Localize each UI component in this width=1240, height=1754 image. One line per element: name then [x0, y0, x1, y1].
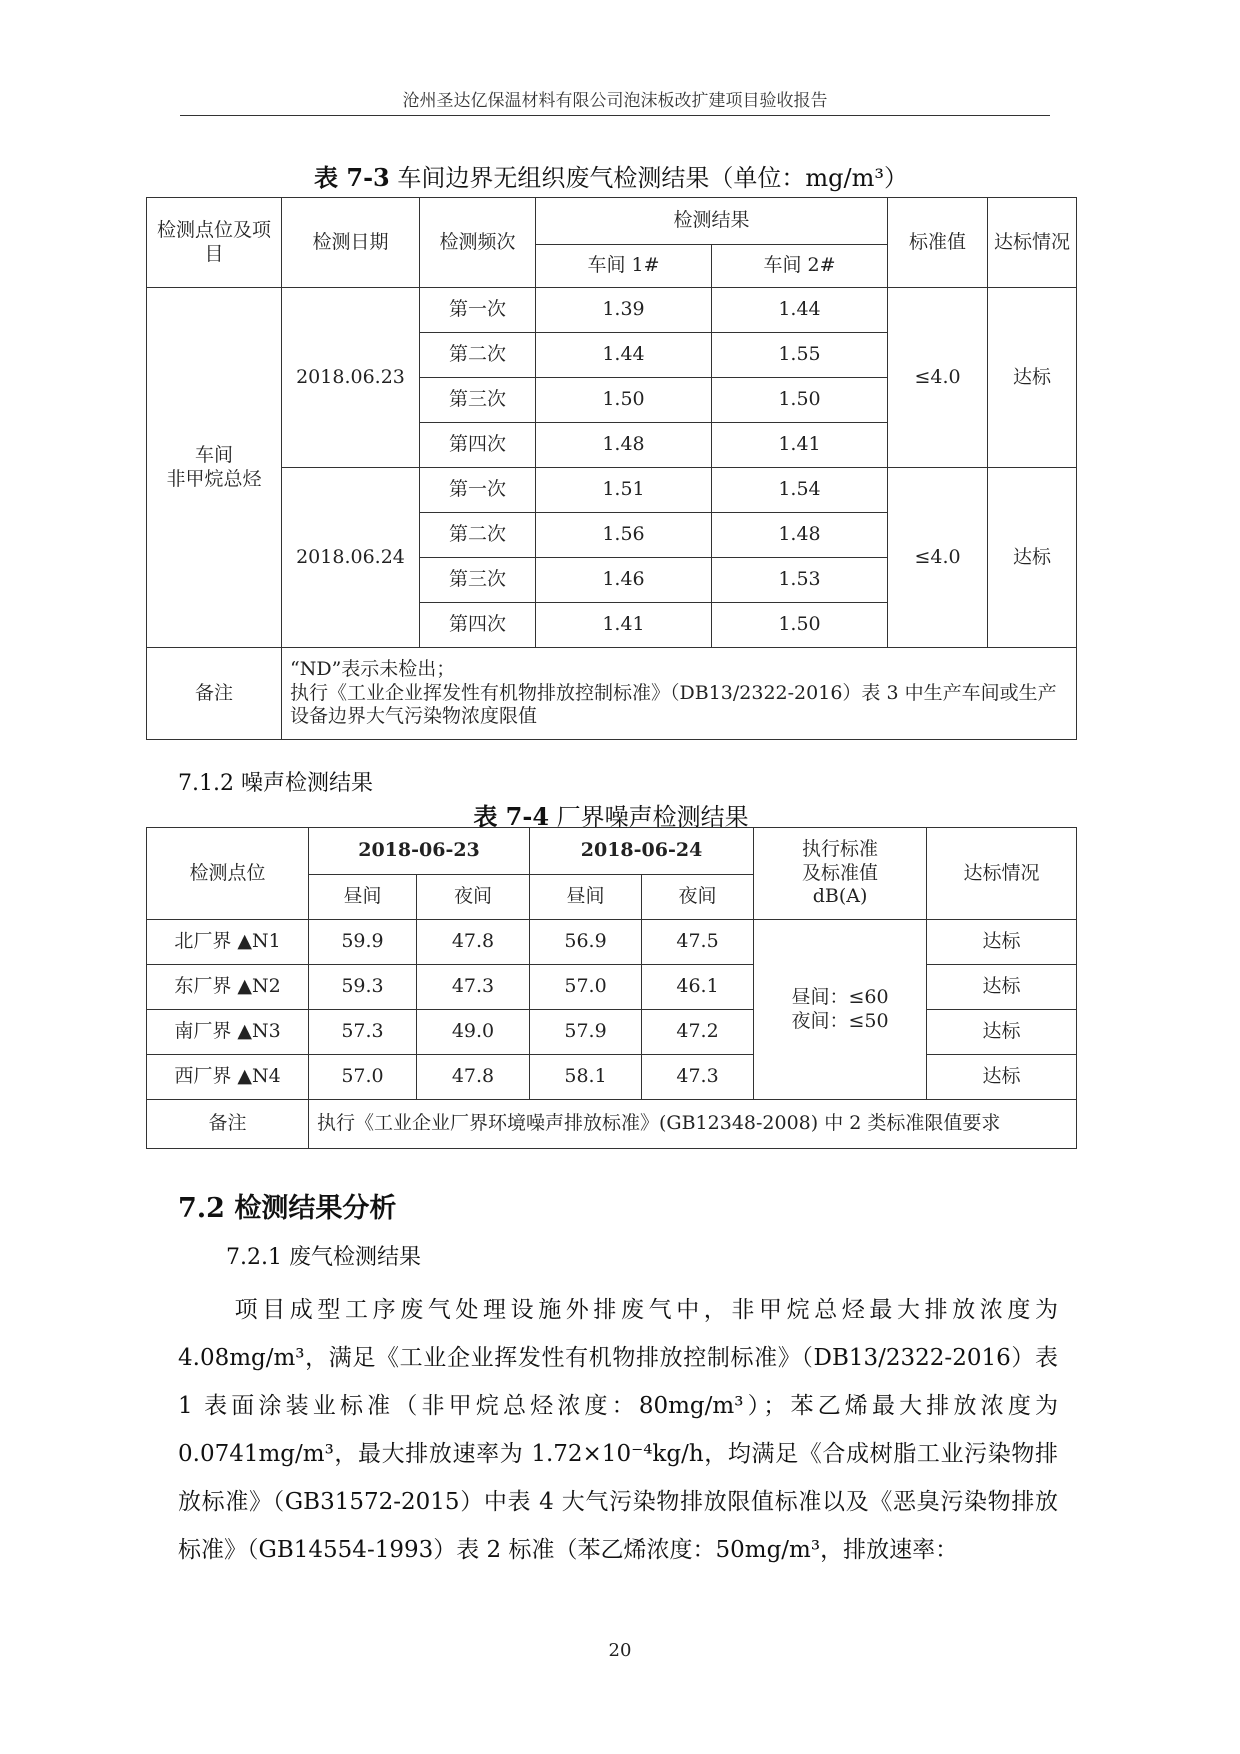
compliance-cell: 达标 — [988, 288, 1077, 468]
noise-point-cell: 东厂界 ▲N2 — [147, 965, 309, 1010]
compliance-cell: 达标 — [927, 1010, 1077, 1055]
date-cell: 2018.06.24 — [282, 468, 420, 648]
header-point: 检测点位及项目 — [147, 198, 282, 288]
value-cell: 1.50 — [536, 378, 712, 423]
table-7-4-number: 表 7-4 — [473, 802, 550, 831]
table-7-3-caption — [146, 158, 1076, 193]
value-cell: 58.1 — [530, 1055, 642, 1100]
remark-line-2: 执行《工业企业挥发性有机物排放控制标准》（DB13/2322-2016）表 3 中生产车间或生产设备边界大气污染物浓度限值 — [290, 681, 1057, 728]
value-cell: 56.9 — [530, 920, 642, 965]
compliance-cell: 达标 — [927, 920, 1077, 965]
freq-cell: 第二次 — [420, 513, 536, 558]
item-cell: 车间 非甲烷总烃 — [147, 288, 282, 648]
table-7-3-title: 车间边界无组织废气检测结果（单位：mg/m³） — [397, 164, 908, 192]
remark-cell — [282, 648, 1077, 740]
freq-cell: 第四次 — [420, 603, 536, 648]
value-cell: 1.55 — [712, 333, 888, 378]
value-cell: 1.50 — [712, 378, 888, 423]
value-cell: 57.0 — [530, 965, 642, 1010]
value-cell: 46.1 — [642, 965, 754, 1010]
value-cell: 1.56 — [536, 513, 712, 558]
value-cell: 47.3 — [417, 965, 530, 1010]
header-date-1: 2018-06-23 — [309, 828, 530, 875]
section-7-1-2: 7.1.2 噪声检测结果 — [178, 771, 373, 796]
remark-label: 备注 — [147, 648, 282, 740]
value-cell: 1.41 — [536, 603, 712, 648]
value-cell: 57.9 — [530, 1010, 642, 1055]
value-cell: 57.0 — [309, 1055, 417, 1100]
header-point: 检测点位 — [147, 828, 309, 920]
header-date: 检测日期 — [282, 198, 420, 288]
table-7-4-title: 厂界噪声检测结果 — [556, 803, 749, 831]
freq-cell: 第一次 — [420, 288, 536, 333]
freq-cell: 第一次 — [420, 468, 536, 513]
value-cell: 47.8 — [417, 920, 530, 965]
table-7-3 — [146, 197, 1077, 740]
value-cell: 1.48 — [712, 513, 888, 558]
value-cell: 57.3 — [309, 1010, 417, 1055]
header-compliance: 达标情况 — [927, 828, 1077, 920]
value-cell: 1.46 — [536, 558, 712, 603]
table-7-3-number: 表 7-3 — [314, 163, 390, 192]
freq-cell: 第三次 — [420, 378, 536, 423]
standard-cell: ≤4.0 — [888, 468, 988, 648]
date-cell: 2018.06.23 — [282, 288, 420, 468]
freq-cell: 第二次 — [420, 333, 536, 378]
value-cell: 47.2 — [642, 1010, 754, 1055]
header-day: 昼间 — [530, 875, 642, 920]
analysis-text: 项目成型工序废气处理设施外排废气中，非甲烷总烃最大排放浓度为4.08mg/m³，满足《工业企业挥发性有机物排放控制标准》（DB13/2322-2016）表 1 表面涂装业标准（非甲烷总烃浓度：80mg/m³）；苯乙烯最大排放浓度为0.0741mg/m³，最大排放速率为 1.72×10⁻⁴kg/h，均满足《合成树脂工业污染物排放标准》（GB31572-2015）中表 4 大气污染物排放限值标准以及《恶臭污染物排放标准》（GB14554-1993）表 2 标准（苯乙烯浓度：50mg/m³，排放速率： — [178, 1297, 1058, 1563]
remark-label: 备注 — [147, 1100, 309, 1149]
value-cell: 1.44 — [712, 288, 888, 333]
header-compliance: 达标情况 — [988, 198, 1077, 288]
remark-line-1: “ND”表示未检出； — [290, 657, 456, 680]
value-cell: 1.53 — [712, 558, 888, 603]
value-cell: 1.50 — [712, 603, 888, 648]
header-standard: 执行标准 及标准值 dB(A) — [754, 828, 927, 920]
value-cell: 1.54 — [712, 468, 888, 513]
standard-cell: ≤4.0 — [888, 288, 988, 468]
header-workshop-2: 车间 2# — [712, 245, 888, 288]
noise-point-cell: 北厂界 ▲N1 — [147, 920, 309, 965]
header-workshop-1: 车间 1# — [536, 245, 712, 288]
value-cell: 47.3 — [642, 1055, 754, 1100]
noise-point-cell: 南厂界 ▲N3 — [147, 1010, 309, 1055]
header-freq: 检测频次 — [420, 198, 536, 288]
section-7-2-1: 7.2.1 废气检测结果 — [226, 1245, 421, 1270]
page-number: 20 — [608, 1640, 632, 1661]
value-cell: 1.48 — [536, 423, 712, 468]
compliance-cell: 达标 — [988, 468, 1077, 648]
header-results: 检测结果 — [536, 198, 888, 245]
value-cell: 1.51 — [536, 468, 712, 513]
freq-cell: 第三次 — [420, 558, 536, 603]
value-cell: 1.41 — [712, 423, 888, 468]
header-standard: 标准值 — [888, 198, 988, 288]
header-day: 昼间 — [309, 875, 417, 920]
header-date-2: 2018-06-24 — [530, 828, 754, 875]
value-cell: 59.3 — [309, 965, 417, 1010]
analysis-paragraph — [178, 1286, 1058, 1574]
compliance-cell: 达标 — [927, 965, 1077, 1010]
header-night: 夜间 — [417, 875, 530, 920]
value-cell: 47.5 — [642, 920, 754, 965]
noise-standard-cell: 昼间：≤60 夜间：≤50 — [754, 920, 927, 1100]
remark-cell: 执行《工业企业厂界环境噪声排放标准》(GB12348-2008) 中 2 类标准限值要求 — [309, 1100, 1077, 1149]
page-header: 沧州圣达亿保温材料有限公司泡沫板改扩建项目验收报告 — [180, 86, 1050, 116]
compliance-cell: 达标 — [927, 1055, 1077, 1100]
freq-cell: 第四次 — [420, 423, 536, 468]
table-7-4 — [146, 827, 1077, 1149]
value-cell: 59.9 — [309, 920, 417, 965]
value-cell: 1.39 — [536, 288, 712, 333]
value-cell: 47.8 — [417, 1055, 530, 1100]
header-night: 夜间 — [642, 875, 754, 920]
value-cell: 1.44 — [536, 333, 712, 378]
noise-point-cell: 西厂界 ▲N4 — [147, 1055, 309, 1100]
value-cell: 49.0 — [417, 1010, 530, 1055]
section-7-2-heading: 7.2 检测结果分析 — [178, 1193, 397, 1224]
